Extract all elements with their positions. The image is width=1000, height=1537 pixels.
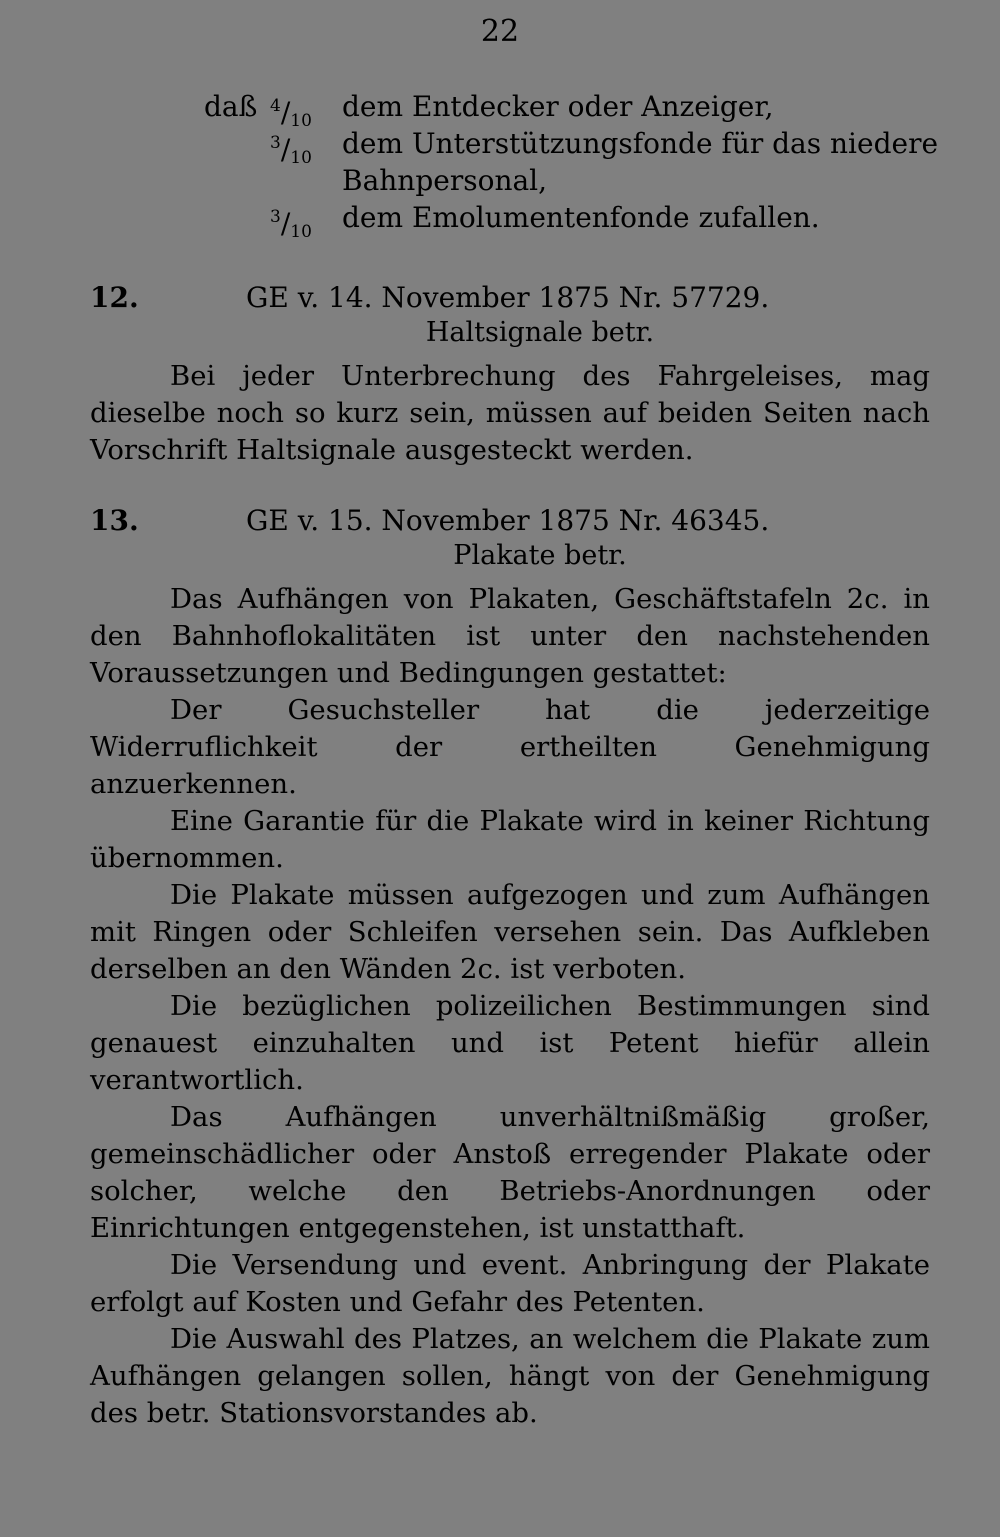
paragraph: Die Plakate müssen aufgezogen und zum Aufhängen mit Ringen oder Schleifen versehen sein. Das Aufkleben derselben an den Wänden 2c. ist verboten. bbox=[90, 879, 930, 985]
distribution-text: dem Entdecker oder Anzeiger, bbox=[342, 90, 774, 123]
section-subject: Plakate betr. bbox=[453, 540, 627, 571]
paragraph: Eine Garantie für die Plakate wird in keiner Richtung übernommen. bbox=[90, 805, 930, 874]
fraction: $^3/_{10}$ bbox=[270, 207, 312, 242]
section-reference: GE v. 14. November 1875 Nr. 57729. bbox=[246, 281, 770, 314]
section-reference: GE v. 15. November 1875 Nr. 46345. bbox=[246, 504, 770, 537]
fraction-denominator: 10 bbox=[290, 148, 312, 168]
page-number: 22 bbox=[480, 14, 520, 49]
distribution-row bbox=[204, 199, 944, 242]
fraction-numerator: 3 bbox=[270, 133, 281, 153]
paragraph: Der Gesuchsteller hat die jederzeitige Widerruflichkeit der ertheilten Genehmigung anzuerkennen. bbox=[90, 694, 930, 800]
distribution-list bbox=[204, 88, 944, 242]
section-heading bbox=[90, 503, 930, 539]
paragraph: Das Aufhängen unverhältnißmäßig großer, gemeinschädlicher oder Anstoß erregender Plakate oder solcher, welche den Betriebs-Anordnungen oder Einrichtungen entgegenstehen, ist unstatthaft. bbox=[90, 1101, 930, 1244]
paragraph: Die Versendung und event. Anbringung der Plakate erfolgt auf Kosten und Gefahr des Petenten. bbox=[90, 1249, 930, 1318]
section-heading bbox=[90, 280, 930, 316]
distribution-row bbox=[204, 88, 944, 131]
fraction-denominator: 10 bbox=[290, 111, 312, 131]
fraction: $^4/_{10}$ bbox=[270, 96, 312, 131]
fraction-numerator: 3 bbox=[270, 207, 281, 227]
section-body bbox=[90, 581, 930, 1432]
paragraph: Bei jeder Unterbrechung des Fahrgeleises, mag dieselbe noch so kurz sein, müssen auf beiden Seiten nach Vorschrift Haltsignale ausgesteckt werden. bbox=[90, 360, 930, 466]
section-12 bbox=[90, 280, 930, 469]
distribution-row bbox=[204, 162, 944, 199]
distribution-text: Bahnpersonal, bbox=[342, 164, 548, 197]
paragraph: Die bezüglichen polizeilichen Bestimmungen sind genauest einzuhalten und ist Petent hiefür allein verantwortlich. bbox=[90, 990, 930, 1096]
distribution-row bbox=[204, 125, 944, 168]
fraction: $^3/_{10}$ bbox=[270, 133, 312, 168]
paragraph: Die Auswahl des Platzes, an welchem die Plakate zum Aufhängen gelangen sollen, hängt von der Genehmigung des betr. Stationsvorstandes ab. bbox=[90, 1323, 930, 1429]
distribution-lead: daß bbox=[204, 90, 258, 123]
section-body bbox=[90, 358, 930, 469]
section-subject: Haltsignale betr. bbox=[425, 317, 655, 348]
fraction-numerator: 4 bbox=[270, 96, 281, 116]
section-number: 12. bbox=[90, 281, 139, 314]
section-13 bbox=[90, 503, 930, 1432]
fraction-denominator: 10 bbox=[290, 222, 312, 242]
distribution-text: dem Emolumentenfonde zufallen. bbox=[342, 201, 820, 234]
distribution-text: dem Unterstützungsfonde für das niedere bbox=[342, 127, 939, 160]
paragraph: Das Aufhängen von Plakaten, Geschäftstafeln 2c. in den Bahnhoflokalitäten ist unter den nachstehenden Voraussetzungen und Bedingungen gestattet: bbox=[90, 583, 930, 689]
section-number: 13. bbox=[90, 504, 139, 537]
